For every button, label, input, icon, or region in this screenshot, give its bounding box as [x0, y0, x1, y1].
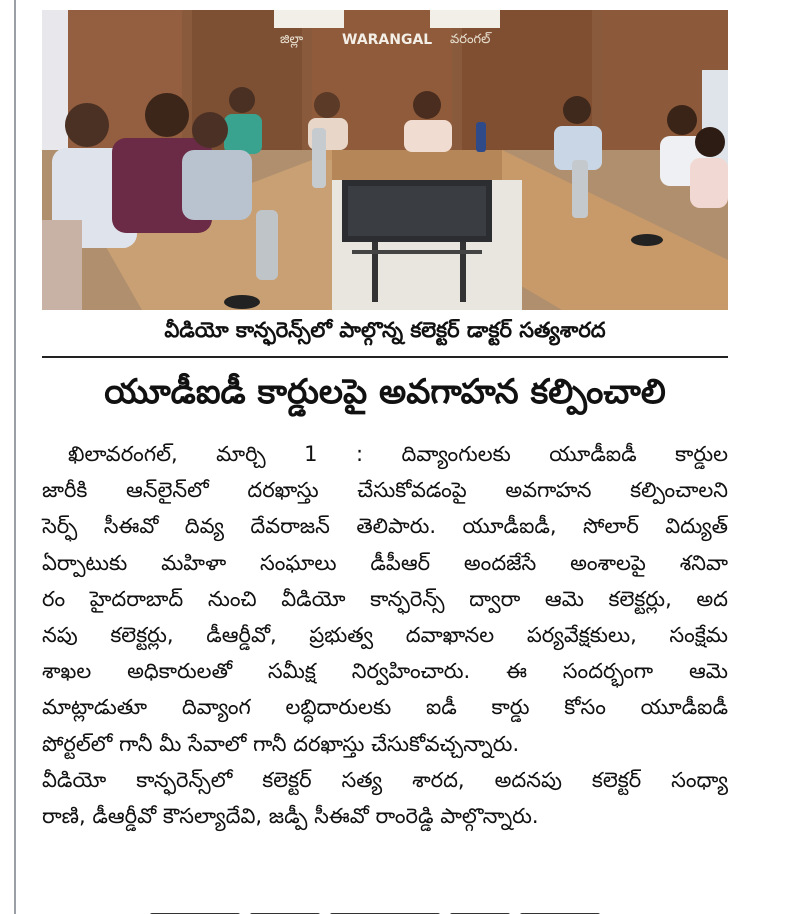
photo-caption: వీడియో కాన్ఫరెన్స్‌లో పాల్గొన్న కలెక్టర్ డాక్టర్ సత్యశారద [164, 318, 606, 342]
article-line: జారీకి ఆన్‌లైన్‌లో దరఖాస్తు చేసుకోవడంపై అవగాహన కల్పించాలని [42, 478, 728, 503]
news-photo [42, 10, 728, 310]
article-line: శాఖల అధికారులతో సమీక్ష నిర్వహించారు. ఈ సందర్భంగా ఆమె [42, 659, 728, 684]
article-line: వీడియో కాన్ఫరెన్స్‌లో కలెక్టర్ సత్య శారద, అదనపు కలెక్టర్ సంధ్యా [42, 767, 728, 792]
article-line: పోర్టల్‌లో గానీ మీ సేవాలో గానీ దరఖాస్తు చేసుకోవచ్చన్నారు. [42, 731, 520, 756]
wall-sign-right: వరంగల్ [450, 32, 491, 47]
column-divider [14, 0, 16, 914]
article-line: మాట్లాడుతూ దివ్యాంగ లబ్ధిదారులకు ఐడీ కార్డు కోసం యూడీఐడీ [42, 695, 728, 720]
article-line: రాణి, డీఆర్డీవో కౌసల్యాదేవి, జడ్పీ సీఈవో రాంరెడ్డి పాల్గొన్నారు. [42, 803, 539, 828]
cropped-next-line [150, 904, 620, 914]
article-line: ఏర్పాటుకు మహిళా సంఘాలు డీపీఆర్ అందజేసే అంశాలపై శనివా [42, 550, 728, 575]
divider-line [42, 356, 728, 358]
article-headline: యూడీఐడీ కార్డులపై అవగాహన కల్పించాలి [104, 372, 666, 412]
wall-sign-left: జిల్లా [280, 32, 304, 47]
wall-sign-text: WARANGAL [342, 32, 433, 48]
article-line: సెర్ఫ్ సీఈవో దివ్య దేవరాజన్ తెలిపారు. యూడీఐడీ, సోలార్ విద్యుత్ [42, 514, 728, 539]
article-line: ఖిలావరంగల్, మార్చి 1 : దివ్యాంగులకు యూడీఐడీ కార్డుల [68, 442, 728, 466]
article-line: రం హైదరాబాద్ నుంచి వీడియో కాన్ఫరెన్స్ ద్వారా ఆమె కలెక్టర్లు, అద [42, 586, 728, 611]
article-body [42, 436, 728, 834]
article-line: నపు కలెక్టర్లు, డీఆర్డీవో, ప్రభుత్వ దవాఖానల పర్యవేక్షకులు, సంక్షేమ [42, 622, 728, 647]
